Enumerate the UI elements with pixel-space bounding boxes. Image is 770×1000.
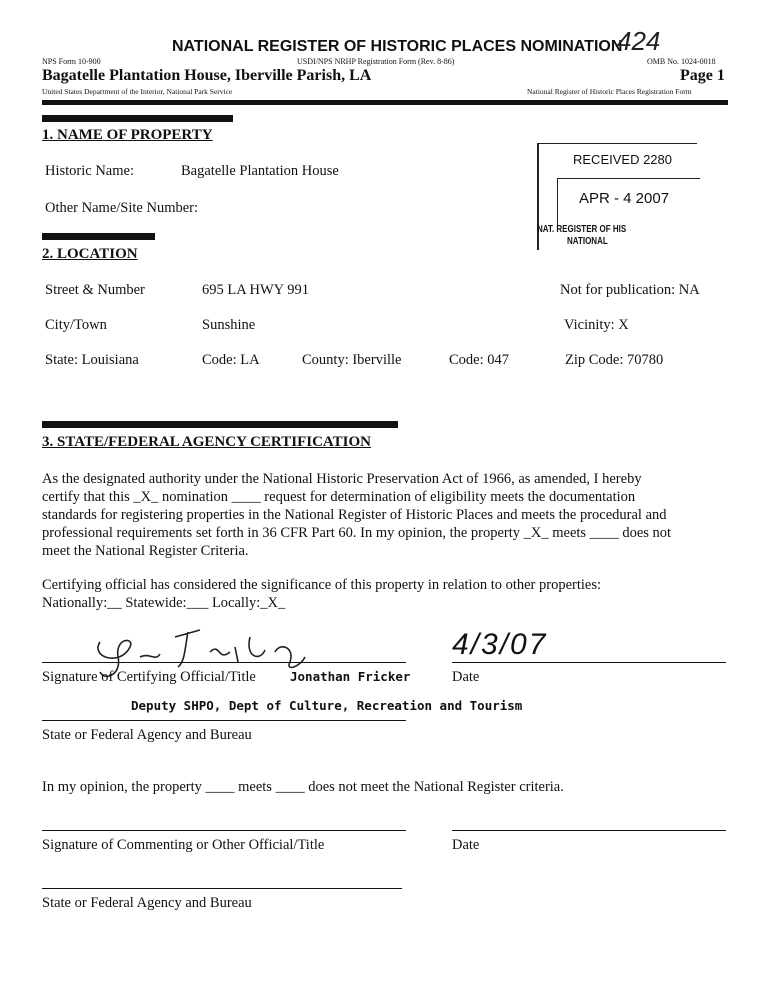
date-line: [452, 662, 726, 663]
document-title: NATIONAL REGISTER OF HISTORIC PLACES NOMINATION: [172, 38, 623, 55]
commenting-agency-line: [42, 888, 402, 889]
opinion-text: In my opinion, the property ____ meets ____ does not meet the National Register criteria.: [42, 779, 564, 795]
stamp-date: APR - 4 2007: [579, 190, 670, 207]
commenting-signature-line: [42, 830, 406, 831]
signature-line: [42, 662, 406, 663]
paragraph-line: meet the National Register Criteria.: [42, 543, 249, 559]
header-rule: [42, 100, 728, 105]
historic-name-value: Bagatelle Plantation House: [181, 163, 339, 179]
stamp-line1: NAT. REGISTER OF HIS: [537, 224, 627, 235]
agency-line: [42, 720, 406, 721]
section-bar: [42, 421, 398, 428]
certification-paragraph: [42, 470, 732, 560]
section-bar: [42, 233, 155, 240]
paragraph-line: standards for registering properties in the National Register of Historic Places and meets the procedural and: [42, 507, 667, 523]
state: State: Louisiana: [45, 352, 139, 368]
agency-label: State or Federal Agency and Bureau: [42, 727, 252, 743]
form-number: NPS Form 10-900: [42, 57, 101, 66]
handwritten-number: 424: [617, 26, 661, 56]
department: United States Department of the Interior, National Park Service: [42, 87, 233, 96]
vicinity: Vicinity: X: [564, 317, 629, 333]
section-1-heading: 1. NAME OF PROPERTY: [42, 127, 213, 143]
handwritten-date: 4/3/07: [452, 628, 548, 661]
stamp-line2: NATIONAL: [567, 236, 608, 247]
signature-label: Signature of Certifying Official/Title: [42, 669, 256, 685]
state-code: Code: LA: [202, 352, 260, 368]
street-value: 695 LA HWY 991: [202, 282, 309, 298]
not-for-publication: Not for publication: NA: [560, 282, 700, 298]
county: County: Iberville: [302, 352, 402, 368]
paragraph-line: As the designated authority under the National Historic Preservation Act of 1966, as amended, I hereby: [42, 471, 642, 487]
commenting-agency-label: State or Federal Agency and Bureau: [42, 895, 252, 911]
county-code: Code: 047: [449, 352, 510, 368]
other-name-label: Other Name/Site Number:: [45, 200, 199, 216]
official-title: Deputy SHPO, Dept of Culture, Recreation and Tourism: [131, 698, 523, 713]
zip-code: Zip Code: 70780: [565, 352, 664, 368]
commenting-date-label: Date: [452, 837, 480, 853]
commenting-signature-label: Signature of Commenting or Other Official/Title: [42, 837, 325, 853]
historic-name-label: Historic Name:: [45, 163, 134, 179]
city-value: Sunshine: [202, 317, 256, 333]
paragraph-line: professional requirements set forth in 36 CFR Part 60. In my opinion, the property _X_ meets ____ does not: [42, 525, 672, 541]
received-stamp: [537, 143, 697, 250]
omb-number: OMB No. 1024-0018: [647, 57, 716, 66]
section-bar: [42, 115, 233, 122]
section-2-heading: 2. LOCATION: [42, 246, 138, 262]
property-title: Bagatelle Plantation House, Iberville Parish, LA: [42, 67, 372, 84]
significance-levels: Nationally:__ Statewide:___ Locally:_X_: [42, 595, 286, 611]
commenting-date-line: [452, 830, 726, 831]
paragraph-line: certify that this _X_ nomination ____ request for determination of eligibility meets the documentation: [42, 489, 636, 505]
official-name: Jonathan Fricker: [290, 669, 411, 684]
registration-form-label: National Register of Historic Places Registration Form: [527, 87, 692, 96]
stamp-received: RECEIVED 2280: [573, 152, 672, 167]
street-label: Street & Number: [45, 282, 145, 298]
section-3-heading: 3. STATE/FEDERAL AGENCY CERTIFICATION: [42, 434, 371, 450]
form-name: USDI/NPS NRHP Registration Form (Rev. 8-86): [297, 57, 455, 66]
date-label: Date: [452, 669, 480, 685]
city-label: City/Town: [45, 317, 107, 333]
page-number: Page 1: [680, 67, 725, 84]
significance-text: Certifying official has considered the significance of this property in relation to other properties:: [42, 577, 602, 593]
